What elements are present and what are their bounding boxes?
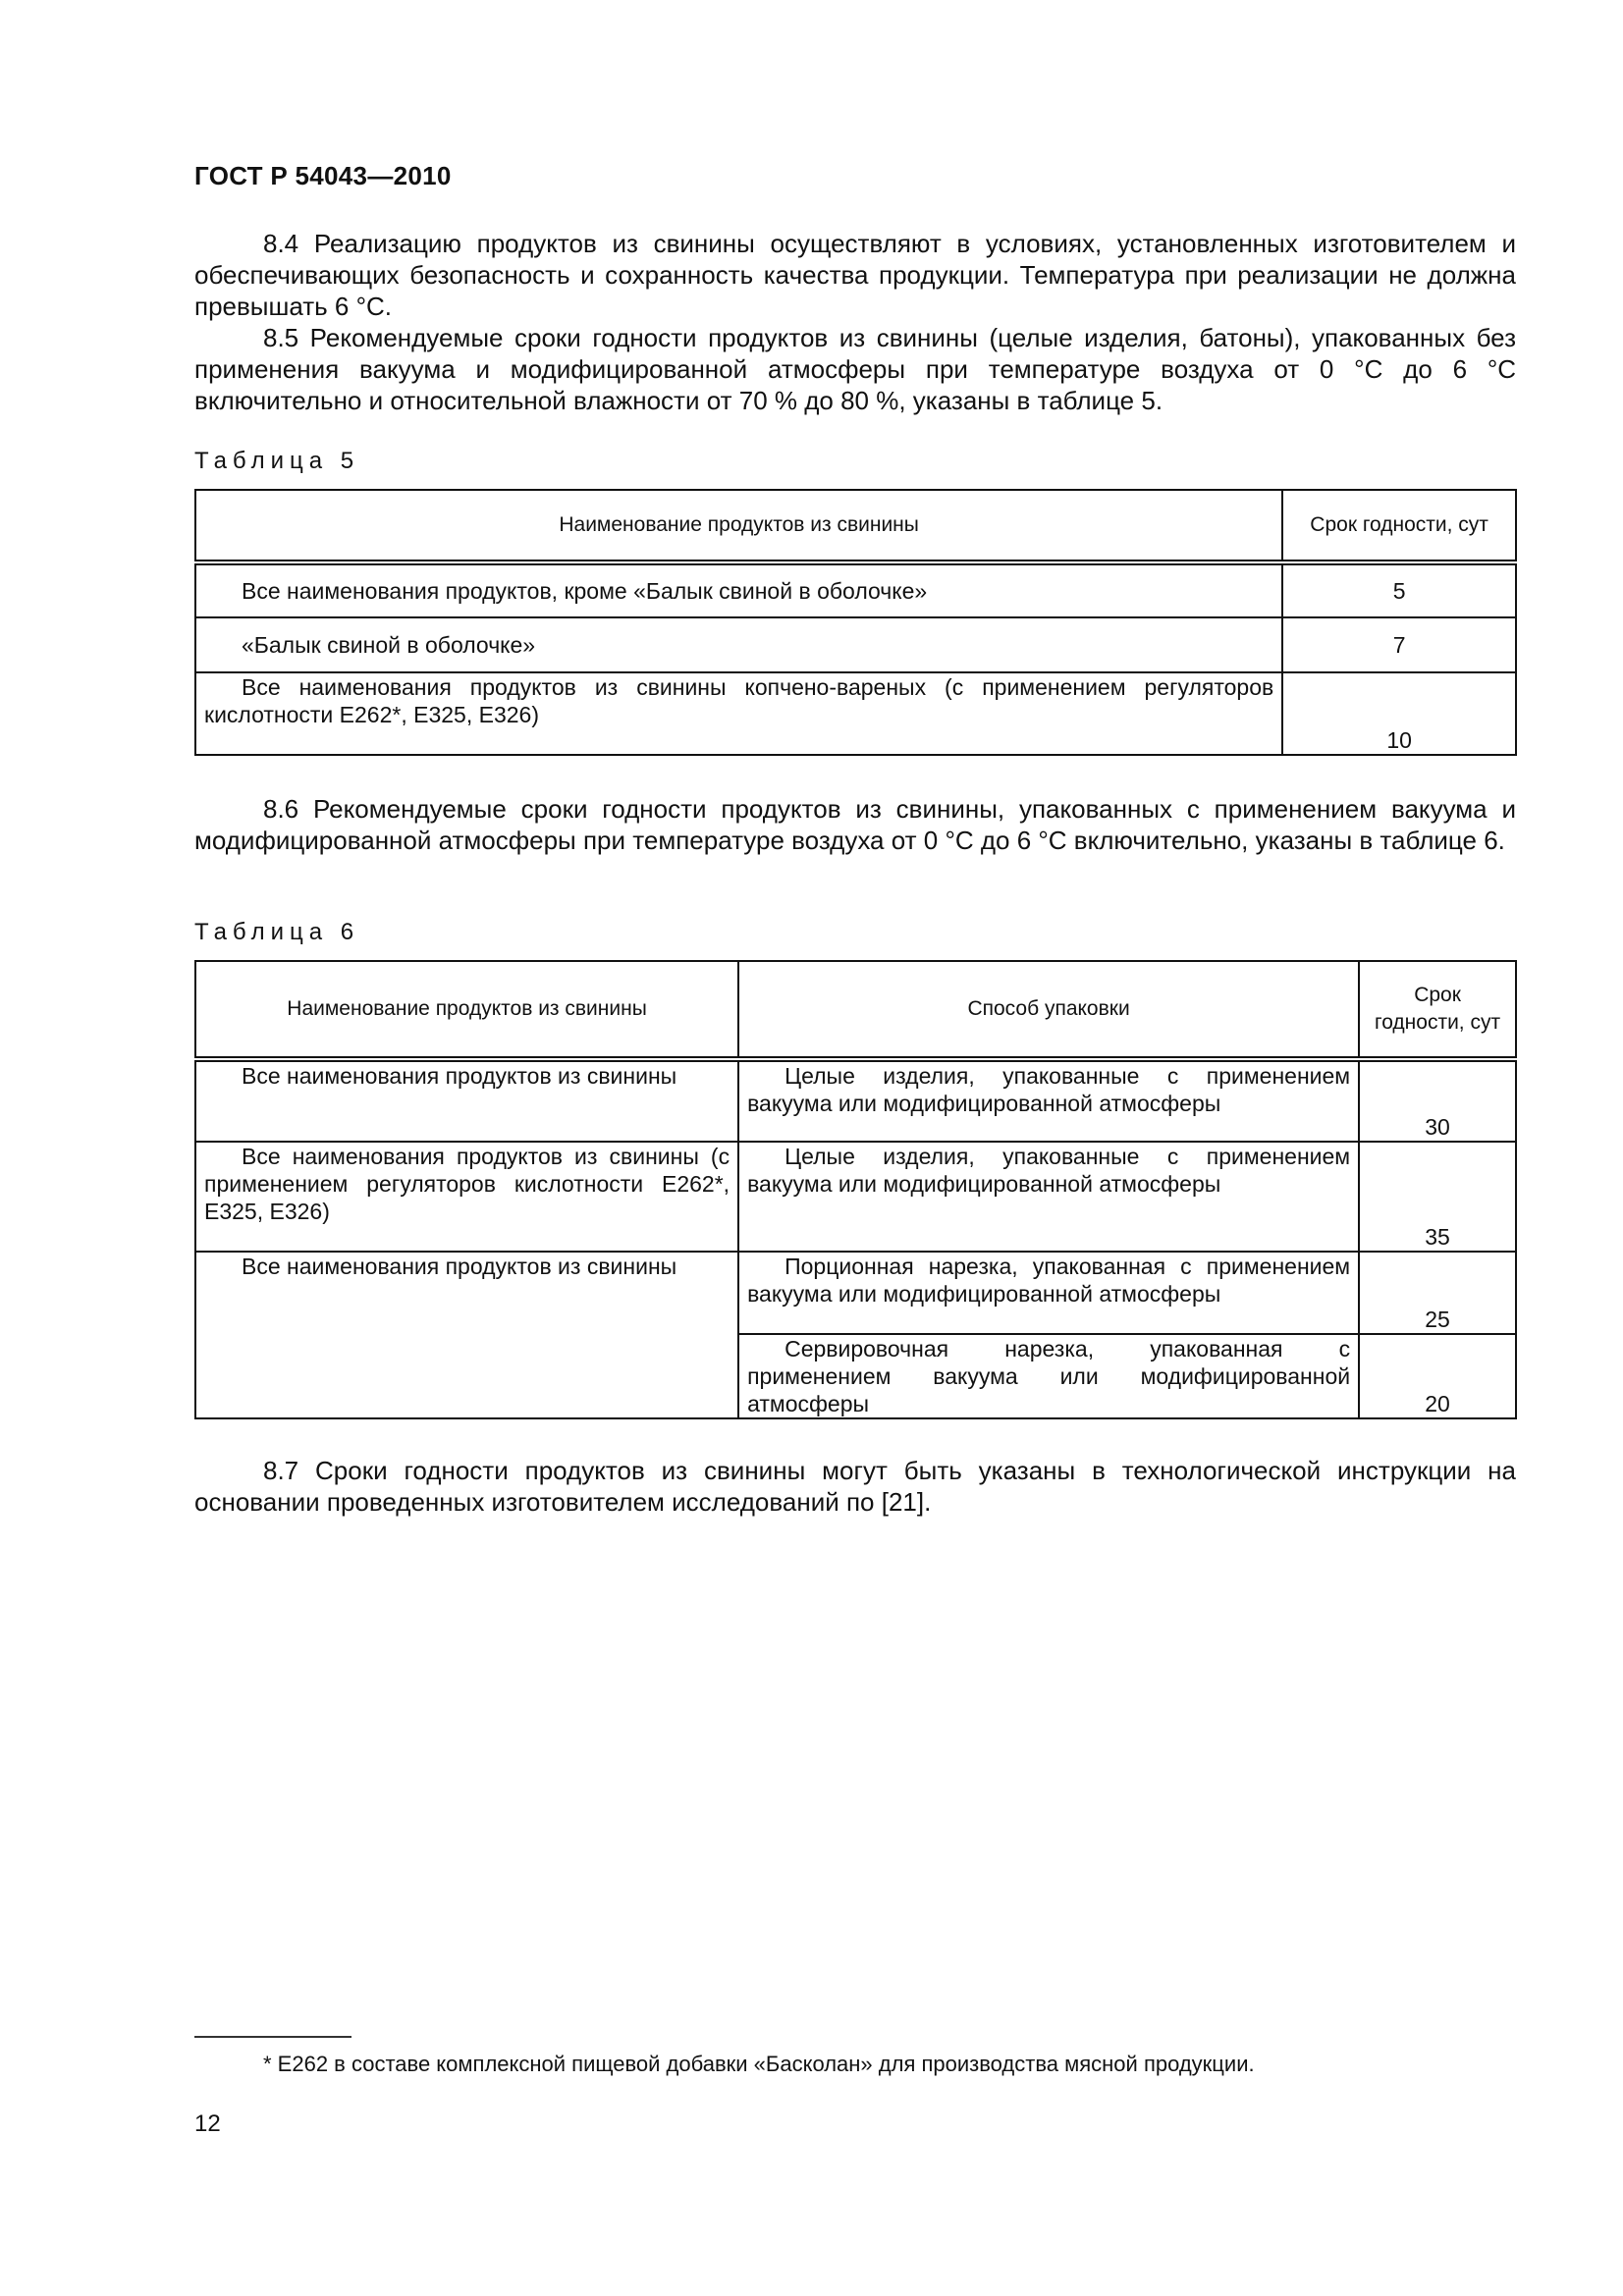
paragraph-8-6: 8.6 Рекомендуемые сроки годности продуктов из свинины, упакованных с применением вакуума и модифицированной атмосферы при температуре воздуха от 0 °С до 6 °С включительно, указаны в таблице 6. (194, 794, 1516, 855)
table6-cell-days: 30 (1359, 1059, 1516, 1142)
paragraph-8-4: 8.4 Реализацию продуктов из свинины осуществляют в условиях, установленных изготовителем и обеспечивающих безопасность и сохранность качества продукции. Температура при реализации не должна превышать 6 °С. (194, 229, 1516, 321)
table6-cell-days: 20 (1359, 1334, 1516, 1418)
table-row (195, 562, 1516, 617)
table5-header-name: Наименование продуктов из свинины (195, 490, 1282, 562)
table6-header-days: Срок годности, сут (1359, 961, 1516, 1059)
table5 (194, 489, 1517, 756)
paragraph-8-5: 8.5 Рекомендуемые сроки годности продуктов из свинины (целые изделия, батоны), упакованных без применения вакуума и модифицированной атмосферы при температуре воздуха от 0 °С до 6 °С включительно и относительной влажности от 70 % до 80 %, указаны в таблице 5. (194, 323, 1516, 415)
table6-cell-days: 35 (1359, 1142, 1516, 1252)
table-row (195, 1142, 1516, 1252)
table6-cell-method: Целые изделия, упакованные с применением вакуума или модифицированной атмосферы (738, 1059, 1359, 1142)
table6-caption: Таблица 6 (194, 919, 360, 945)
document-header: ГОСТ Р 54043—2010 (194, 161, 452, 190)
paragraph-8-7: 8.7 Сроки годности продуктов из свинины могут быть указаны в технологической инструкции на основании проведенных изготовителем исследований по [21]. (194, 1456, 1516, 1517)
table5-caption: Таблица 5 (194, 448, 360, 474)
page-number: 12 (194, 2110, 221, 2137)
table5-cell-days: 10 (1282, 672, 1516, 755)
table-row (195, 1252, 1516, 1334)
footnote: * Е262 в составе комплексной пищевой добавки «Басколан» для производства мясной продукции. (263, 2052, 1255, 2076)
table5-header-days: Срок годности, сут (1282, 490, 1516, 562)
table-row (195, 617, 1516, 672)
table6-cell-method: Целые изделия, упакованные с применением вакуума или модифицированной атмосферы (738, 1142, 1359, 1252)
table6-header-method: Способ упаковки (738, 961, 1359, 1059)
table6-cell-name: Все наименования продуктов из свинины (с применением регуляторов кислотности Е262*, Е325, Е326) (195, 1142, 738, 1252)
table5-cell-days: 5 (1282, 562, 1516, 617)
table6-cell-name: Все наименования продуктов из свинины (195, 1252, 738, 1418)
table-row (195, 672, 1516, 755)
footnote-divider (194, 2036, 352, 2038)
table5-cell-name: Все наименования продуктов из свинины копчено-вареных (с применением регуляторов кислотности Е262*, Е325, Е326) (195, 672, 1282, 755)
table6-cell-method: Порционная нарезка, упакованная с применением вакуума или модифицированной атмосферы (738, 1252, 1359, 1334)
table6 (194, 960, 1517, 1419)
table6-header-name: Наименование продуктов из свинины (195, 961, 738, 1059)
table5-cell-days: 7 (1282, 617, 1516, 672)
table5-cell-name: Все наименования продуктов, кроме «Балык свиной в оболочке» (195, 562, 1282, 617)
table6-cell-days: 25 (1359, 1252, 1516, 1334)
table6-cell-name: Все наименования продуктов из свинины (195, 1059, 738, 1142)
table6-cell-method: Сервировочная нарезка, упакованная с применением вакуума или модифицированной атмосферы (738, 1334, 1359, 1418)
table-row (195, 1059, 1516, 1142)
table5-cell-name: «Балык свиной в оболочке» (195, 617, 1282, 672)
